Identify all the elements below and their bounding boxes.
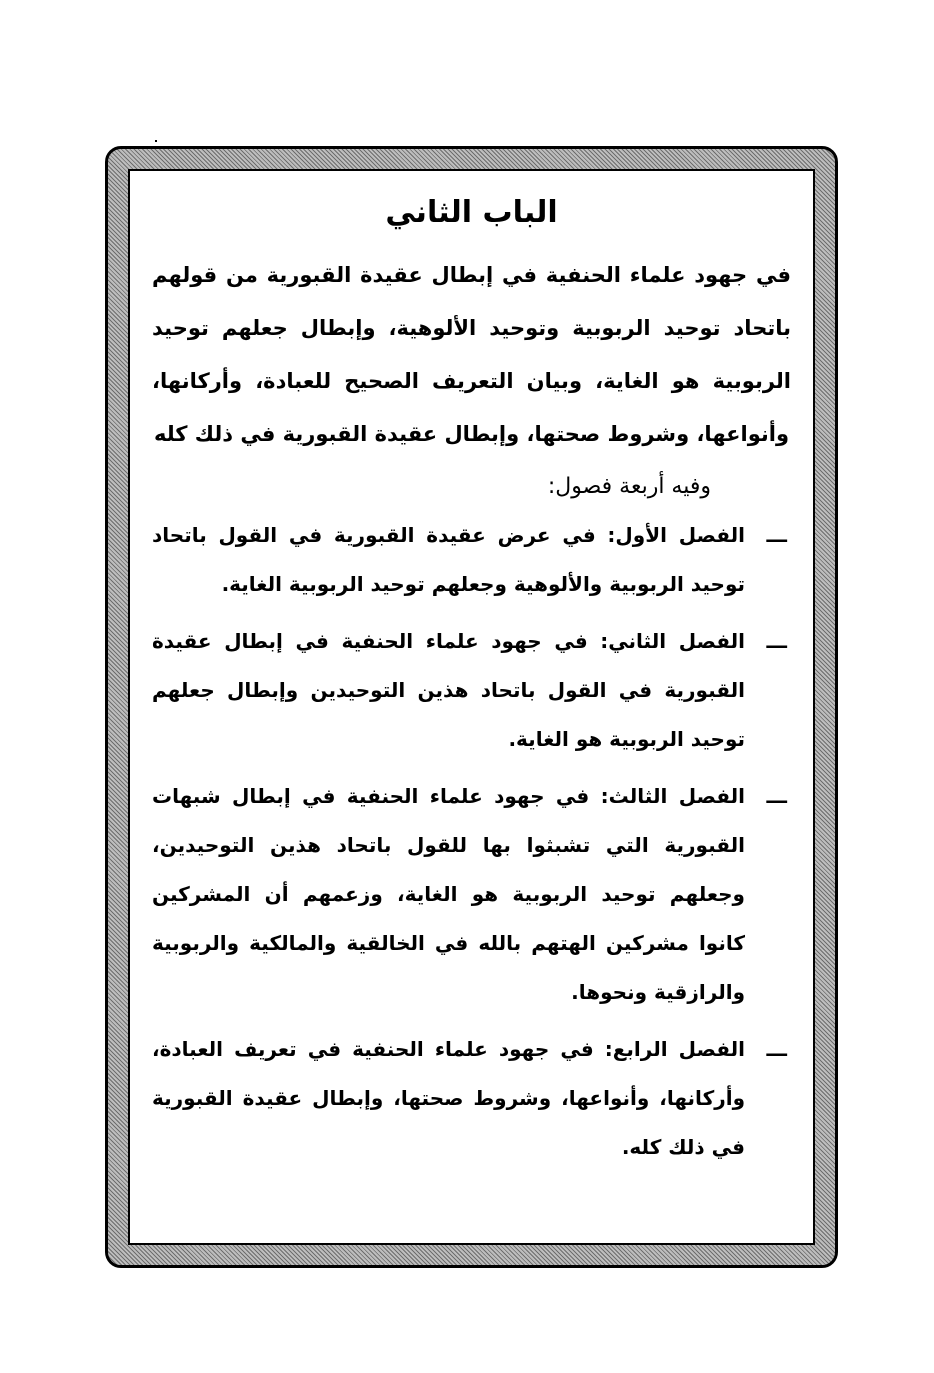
section-heading: الفصل الثاني: <box>600 629 746 653</box>
section-heading: الفصل الثالث: <box>600 784 746 808</box>
section-dash: ـــ <box>766 629 787 653</box>
section-item-1 <box>152 511 791 609</box>
chapter-title: الباب الثاني <box>385 195 558 230</box>
section-dash: ـــ <box>766 1037 787 1061</box>
section-item-2 <box>152 617 791 764</box>
scan-speck <box>155 140 157 142</box>
section-dash: ـــ <box>766 523 787 547</box>
section-text: في عرض عقيدة القبورية في القول باتحاد توحيد الربوبية والألوهية وجعلهم توحيد الربوبية الغاية. <box>152 523 745 596</box>
section-dash: ـــ <box>766 784 787 808</box>
section-text: في جهود علماء الحنفية في تعريف العبادة، وأركانها، وأنواعها، وشروط صحتها، وإبطال عقيدة القبورية في ذلك كله. <box>152 1037 745 1159</box>
section-heading: الفصل الأول: <box>607 523 746 547</box>
content-panel <box>128 169 815 1245</box>
sections-list <box>152 511 791 1172</box>
sections-intro: وفيه أربعة فصول: <box>547 474 711 499</box>
section-text: في جهود علماء الحنفية في إبطال شبهات القبورية التي تشبثوا بها للقول باتحاد هذين التوحيدين، وجعلهم توحيد الربوبية هو الغاية، وزعمهم أن المشركين كانوا مشركين الهتهم بالله في الخالقية والمالكية والربوبية والرازقية ونحوها. <box>152 784 745 1004</box>
chapter-content <box>130 171 813 1243</box>
decorative-page-frame <box>105 146 838 1268</box>
section-item-4 <box>152 1025 791 1172</box>
section-text: في جهود علماء الحنفية في إبطال عقيدة القبورية في القول باتحاد هذين التوحيدين وإبطال جعلهم توحيد الربوبية هو الغاية. <box>152 629 745 751</box>
section-item-3 <box>152 772 791 1017</box>
section-heading: الفصل الرابع: <box>604 1037 745 1061</box>
chapter-subtitle: في جهود علماء الحنفية في إبطال عقيدة القبورية من قولهم باتحاد توحيد الربوبية وتوحيد الألوهية، وإبطال جعلهم توحيد الربوبية هو الغاية، وبيان التعريف الصحيح للعبادة، وأركانها، وأنواعها، وشروط صحتها، وإبطال عقيدة القبورية في ذلك كله <box>152 263 791 446</box>
